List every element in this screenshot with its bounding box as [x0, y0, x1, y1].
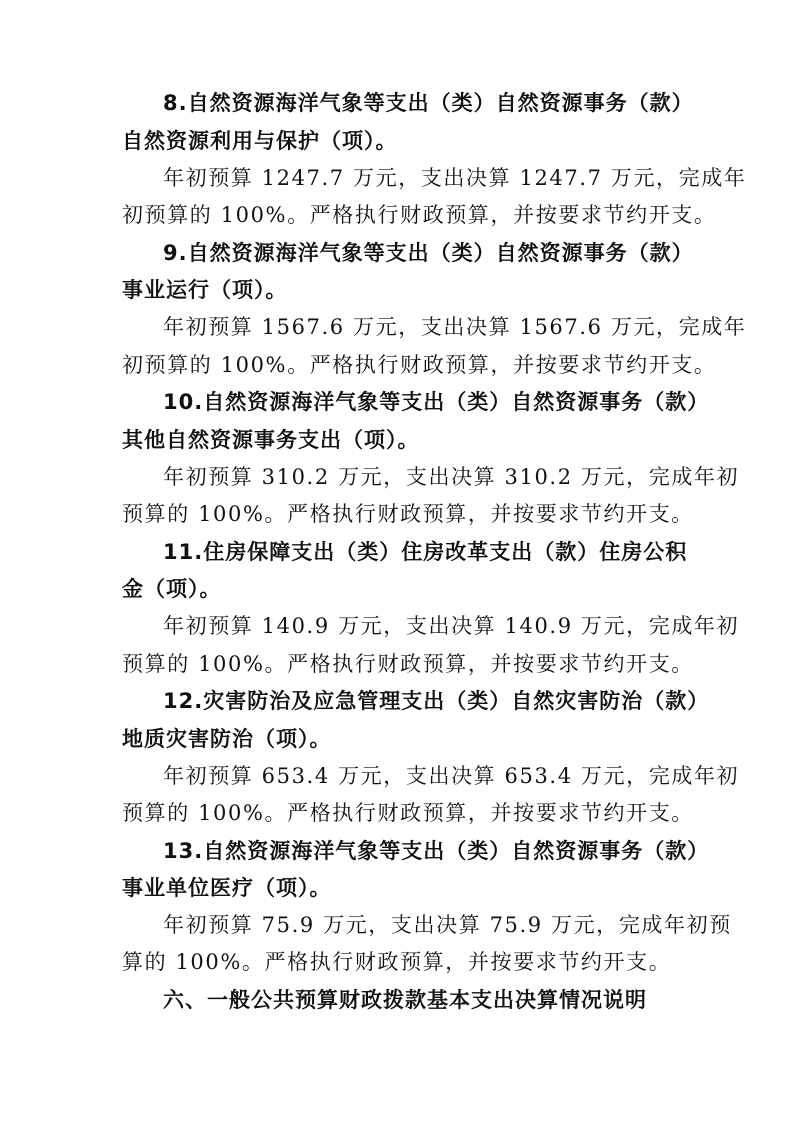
item-body-line1: 年初预算 1247.7 万元，支出决算 1247.7 万元，完成年 [163, 166, 747, 190]
item-body-line2: 预算的 100%。严格执行财政预算，并按要求节约开支。 [122, 652, 694, 676]
item-heading-line2: 地质灾害防治（项）。 [122, 727, 332, 751]
item-body-line2: 初预算的 100%。严格执行财政预算，并按要求节约开支。 [122, 353, 717, 377]
item-body-line1: 年初预算 653.4 万元，支出决算 653.4 万元，完成年初 [163, 764, 740, 788]
item-heading-line2: 其他自然资源事务支出（项）。 [122, 428, 420, 452]
item-body-line2: 初预算的 100%。严格执行财政预算，并按要求节约开支。 [122, 203, 717, 227]
item-body-line2: 预算的 100%。严格执行财政预算，并按要求节约开支。 [122, 502, 694, 526]
item-heading-line2: 自然资源利用与保护（项）。 [122, 129, 398, 153]
section-heading: 六、一般公共预算财政拨款基本支出决算情况说明 [163, 988, 647, 1012]
item-heading-line1: 10.自然资源海洋气象等支出（类）自然资源事务（款） [163, 390, 710, 414]
item-heading-line2: 事业单位医疗（项）。 [122, 876, 332, 900]
item-heading-line1: 8.自然资源海洋气象等支出（类）自然资源事务（款） [163, 91, 694, 115]
item-heading-line1: 12.灾害防治及应急管理支出（类）自然灾害防治（款） [163, 689, 710, 713]
item-heading-line1: 13.自然资源海洋气象等支出（类）自然资源事务（款） [163, 839, 710, 863]
item-body-line1: 年初预算 310.2 万元，支出决算 310.2 万元，完成年初 [163, 465, 740, 489]
item-heading-line2: 事业运行（项）。 [122, 278, 288, 302]
item-body-line1: 年初预算 1567.6 万元，支出决算 1567.6 万元，完成年 [163, 315, 747, 339]
item-body-line2: 算的 100%。严格执行财政预算，并按要求节约开支。 [122, 950, 672, 974]
item-heading-line1: 11.住房保障支出（类）住房改革支出（款）住房公积 [163, 540, 688, 564]
item-heading-line2: 金（项）。 [122, 577, 222, 601]
item-body-line2: 预算的 100%。严格执行财政预算，并按要求节约开支。 [122, 801, 694, 825]
item-heading-line1: 9.自然资源海洋气象等支出（类）自然资源事务（款） [163, 241, 694, 265]
item-body-line1: 年初预算 140.9 万元，支出决算 140.9 万元，完成年初 [163, 614, 740, 638]
item-body-line1: 年初预算 75.9 万元，支出决算 75.9 万元，完成年初预 [163, 913, 732, 937]
